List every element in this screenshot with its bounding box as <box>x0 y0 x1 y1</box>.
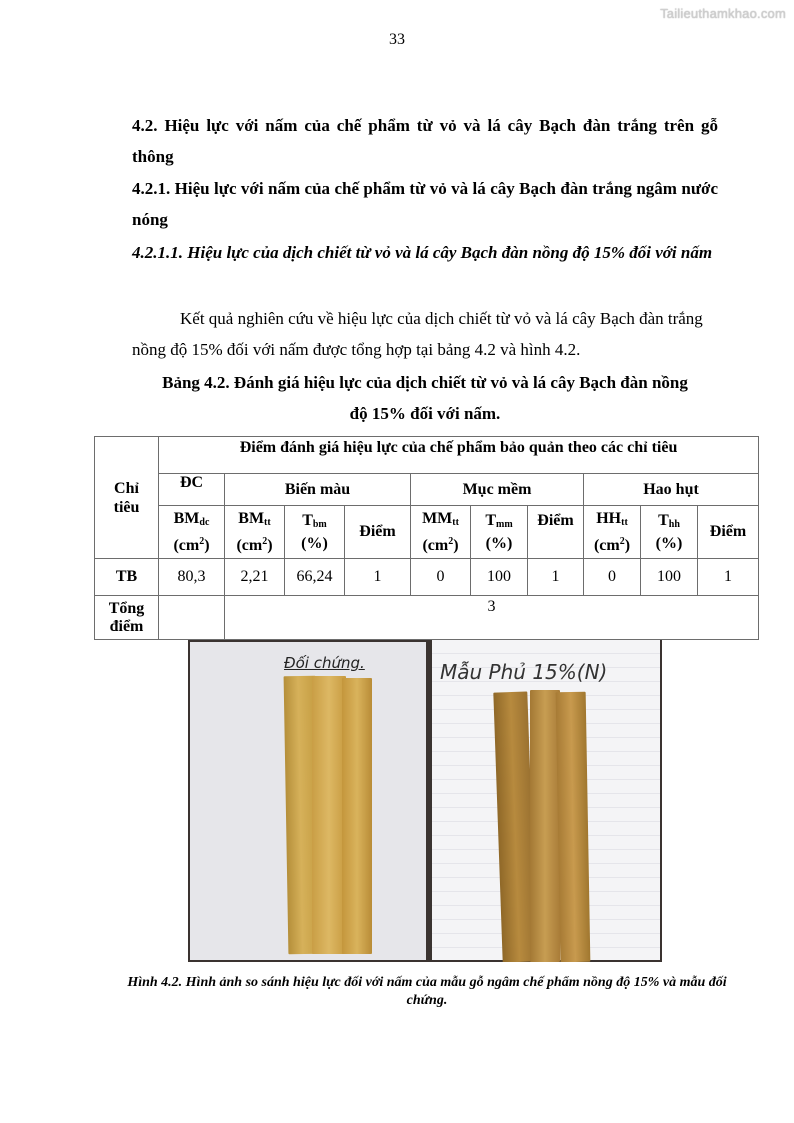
treated-sample-sheet <box>432 640 660 960</box>
col-header-diem-hh: Điểm <box>698 506 759 559</box>
table-caption-line2: độ 15% đối với nấm. <box>349 404 501 423</box>
section-heading-4-2-1-1: 4.2.1.1. Hiệu lực của dịch chiết từ vỏ và lá cây Bạch đàn nồng độ 15% đối với nấm <box>132 243 713 262</box>
col-header-tbm: $T_{bm}$ (%) <box>285 506 345 559</box>
col-header-thh: $T_{hh}$ (%) <box>641 506 698 559</box>
group-hao-hut: Hao hụt <box>584 474 759 506</box>
group-muc-mem: Mục mềm <box>411 474 584 506</box>
empty-cell <box>159 596 225 640</box>
col-header-mmtt: $MM_{tt}$ $(cm^2)$ <box>411 506 471 559</box>
total-row <box>95 596 759 640</box>
col-header-bmdc: $BM_{dc}$ $(cm^2)$ <box>159 506 225 559</box>
comparison-photo <box>188 640 662 962</box>
wood-stick <box>312 676 346 954</box>
treated-label: Mẫu Phủ 15%(N) <box>440 660 608 684</box>
row-label-header: Chỉ tiêu <box>95 437 159 559</box>
cell: 80,3 <box>159 559 225 596</box>
cell: 2,21 <box>225 559 285 596</box>
cell: 100 <box>641 559 698 596</box>
cell: 1 <box>698 559 759 596</box>
col-header-diem-bm: Điểm <box>345 506 411 559</box>
cell: 1 <box>528 559 584 596</box>
row-label: TB <box>95 559 159 596</box>
table-caption-line1: Bảng 4.2. Đánh giá hiệu lực của dịch chiết từ vỏ và lá cây Bạch đàn nồng <box>162 373 688 392</box>
page-number: 33 <box>389 31 405 48</box>
total-value: 3 <box>225 596 759 640</box>
results-table <box>94 436 759 640</box>
cell: 0 <box>411 559 471 596</box>
total-label: Tổng điểm <box>95 596 159 640</box>
col-header-bmtt: $BM_{tt}$ $(cm^2)$ <box>225 506 285 559</box>
group-title: Điểm đánh giá hiệu lực của chế phẩm bảo quản theo các chỉ tiêu <box>159 437 759 474</box>
group-bien-mau: Biến màu <box>225 474 411 506</box>
col-header-diem-mm: Điểm <box>528 506 584 559</box>
col-header-tmm: $T_{mm}$ (%) <box>471 506 528 559</box>
body-paragraph: Kết quả nghiên cứu về hiệu lực của dịch chiết từ vỏ và lá cây Bạch đàn trắng nồng độ 15% đối với nấm được tổng hợp tại bảng 4.2 và hình 4.2. <box>132 309 703 359</box>
cell: 1 <box>345 559 411 596</box>
cell: 100 <box>471 559 528 596</box>
section-heading-4-2: 4.2. Hiệu lực với nấm của chế phẩm từ vỏ và lá cây Bạch đàn trắng trên gỗ thông <box>132 116 718 166</box>
group-dc: ĐC <box>159 474 225 506</box>
control-label: Đối chứng. <box>284 654 365 672</box>
cell: 0 <box>584 559 641 596</box>
control-sample-sheet <box>190 642 426 960</box>
wood-stick <box>342 678 372 954</box>
table-row <box>95 559 759 596</box>
col-header-hhtt: $HH_{tt}$ $(cm^2)$ <box>584 506 641 559</box>
section-heading-4-2-1: 4.2.1. Hiệu lực với nấm của chế phẩm từ vỏ và lá cây Bạch đàn trắng ngâm nước nóng <box>132 179 718 229</box>
figure-caption: Hình 4.2. Hình ảnh so sánh hiệu lực đối với nấm của mẫu gỗ ngâm chế phẩm nồng độ 15% và mẫu đối chứng. <box>127 975 727 1008</box>
cell: 66,24 <box>285 559 345 596</box>
wood-stick <box>556 692 591 962</box>
watermark: Tailieuthamkhao.com <box>660 6 786 21</box>
